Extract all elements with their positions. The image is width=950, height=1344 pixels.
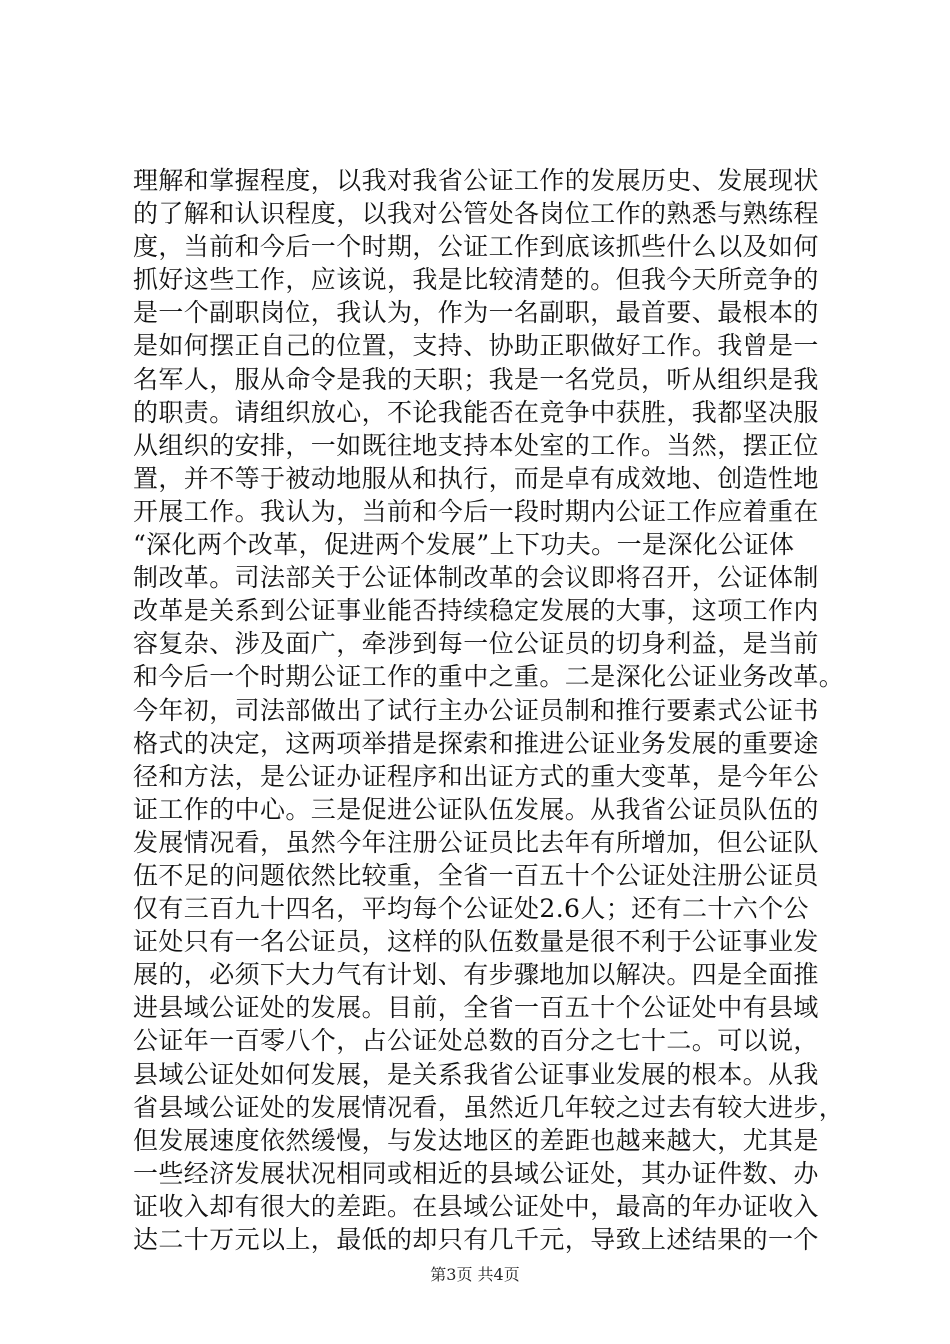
page-footer [0, 1265, 950, 1285]
text-line: 是如何摆正自己的位置，支持、协助正职做好工作。我曾是一 [133, 331, 819, 361]
text-line: 证收入却有很大的差距。在县域公证处中，最高的年办证收入 [133, 1191, 819, 1221]
body-text [133, 164, 845, 1256]
text-line: 格式的决定，这两项举措是探索和推进公证业务发展的重要途 [133, 728, 819, 758]
text-line: 置，并不等于被动地服从和执行，而是卓有成效地、创造性地 [133, 463, 819, 493]
text-line: 一些经济发展状况相同或相近的县域公证处，其办证件数、办 [133, 1158, 819, 1188]
text-line: 改革是关系到公证事业能否持续稳定发展的大事，这项工作内 [133, 596, 819, 626]
text-line: 县域公证处如何发展，是关系我省公证事业发展的根本。从我 [133, 1059, 819, 1089]
text-line: 从组织的安排，一如既往地支持本处室的工作。当然，摆正位 [133, 430, 819, 460]
text-line: 今年初，司法部做出了试行主办公证员制和推行要素式公证书 [133, 695, 819, 725]
text-line: 达二十万元以上，最低的却只有几千元，导致上述结果的一个 [133, 1225, 819, 1254]
text-line: 制改革。司法部关于公证体制改革的会议即将召开，公证体制 [133, 563, 819, 593]
text-line: 进县域公证处的发展。目前，全省一百五十个公证处中有县域 [133, 993, 819, 1023]
text-line: 展的，必须下大力气有计划、有步骤地加以解决。四是全面推 [133, 960, 819, 990]
text-line: 是一个副职岗位，我认为，作为一名副职，最首要、最根本的 [133, 298, 819, 328]
text-line: 径和方法，是公证办证程序和出证方式的重大变革，是今年公 [133, 761, 819, 791]
text-line: 省县域公证处的发展情况看，虽然近几年较之过去有较大进步， [133, 1092, 845, 1122]
text-line: 和今后一个时期公证工作的重中之重。二是深化公证业务改革。 [133, 662, 845, 692]
text-line: 公证年一百零八个，占公证处总数的百分之七十二。可以说， [133, 1026, 819, 1056]
text-line: 仅有三百九十四名，平均每个公证处2.6人；还有二十六个公 [133, 894, 809, 924]
text-line: 名军人，服从命令是我的天职；我是一名党员，听从组织是我 [133, 364, 819, 394]
text-line: “深化两个改革，促进两个发展”上下功夫。一是深化公证体 [133, 530, 795, 560]
text-line: 发展情况看，虽然今年注册公证员比去年有所增加，但公证队 [133, 827, 819, 857]
text-line: 伍不足的问题依然比较重，全省一百五十个公证处注册公证员 [133, 860, 819, 890]
text-line: 度，当前和今后一个时期，公证工作到底该抓些什么以及如何 [133, 232, 819, 262]
page-number-label: 第3页 共4页 [430, 1265, 520, 1284]
text-line: 的职责。请组织放心，不论我能否在竞争中获胜，我都坚决服 [133, 397, 819, 427]
text-line: 的了解和认识程度，以我对公管处各岗位工作的熟悉与熟练程 [133, 199, 819, 229]
text-line: 理解和掌握程度，以我对我省公证工作的发展历史、发展现状 [133, 166, 819, 195]
text-line: 证处只有一名公证员，这样的队伍数量是很不利于公证事业发 [133, 927, 819, 957]
text-line: 容复杂、涉及面广，牵涉到每一位公证员的切身利益，是当前 [133, 629, 819, 659]
text-line: 抓好这些工作，应该说，我是比较清楚的。但我今天所竞争的 [133, 265, 819, 295]
text-line: 证工作的中心。三是促进公证队伍发展。从我省公证员队伍的 [133, 794, 819, 824]
text-line: 但发展速度依然缓慢，与发达地区的差距也越来越大，尤其是 [133, 1125, 819, 1155]
text-line: 开展工作。我认为，当前和今后一段时期内公证工作应着重在 [133, 496, 819, 526]
